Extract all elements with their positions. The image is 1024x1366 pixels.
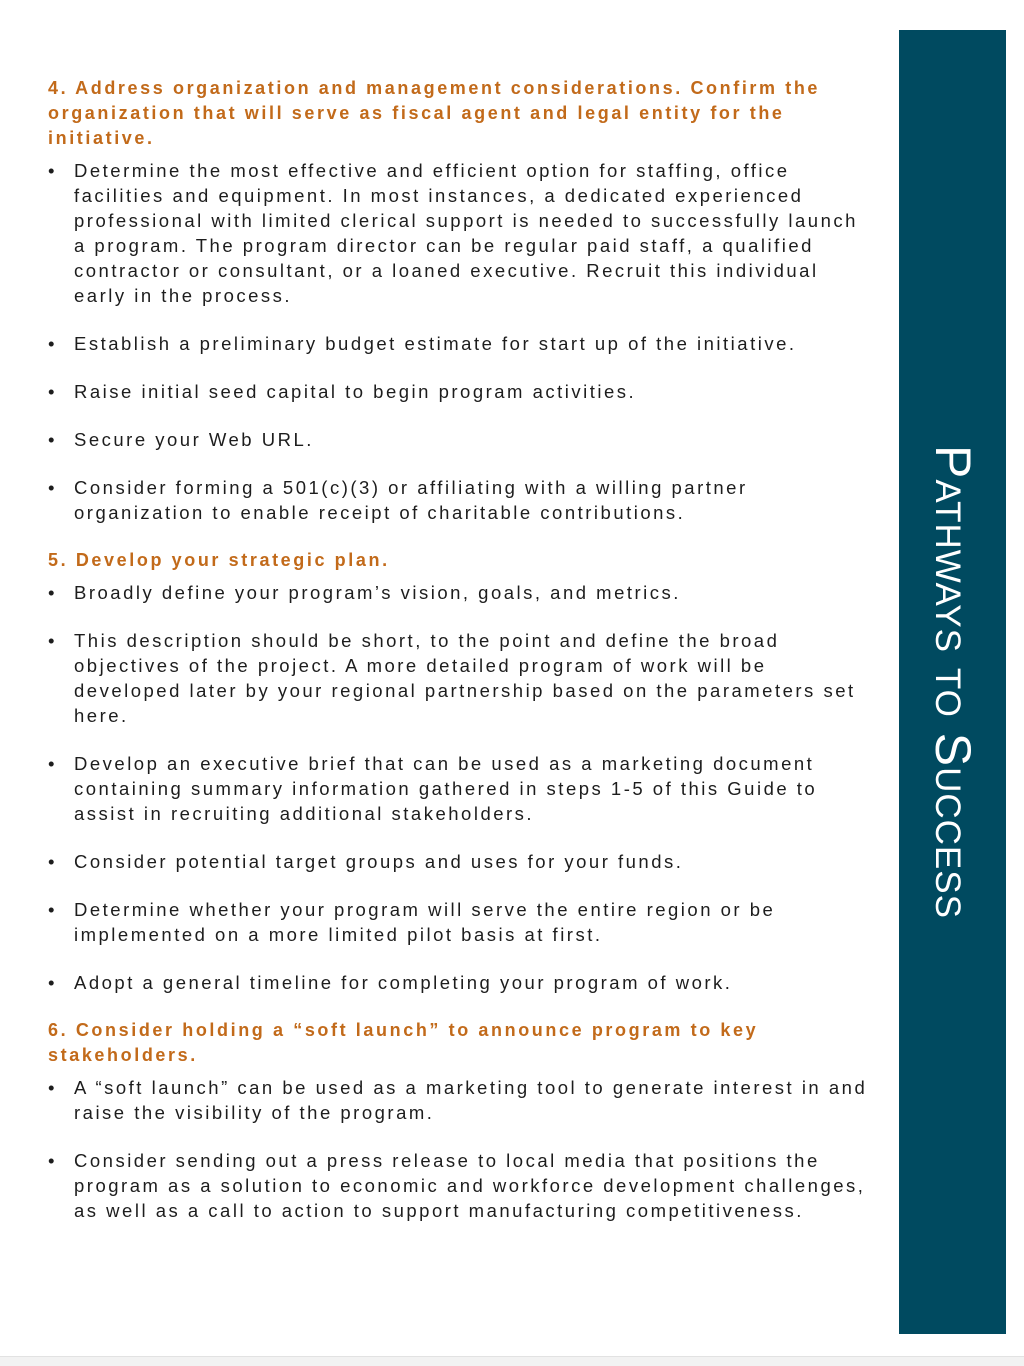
bullet-item: • Adopt a general timeline for completing your program of work. — [48, 970, 878, 995]
bullet-item: • Raise initial seed capital to begin program activities. — [48, 379, 878, 404]
bullet-item: • This description should be short, to the point and define the broad objectives of the project. A more detailed program of work will be developed later by your regional partnership based on the parameters set here. — [48, 628, 878, 728]
bullet-item: • Consider potential target groups and uses for your funds. — [48, 849, 878, 874]
bullet-list — [48, 158, 878, 525]
sidebar-banner — [899, 30, 1006, 1334]
bullet-item: • Establish a preliminary budget estimate for start up of the initiative. — [48, 331, 878, 356]
bullet-item: • A “soft launch” can be used as a marketing tool to generate interest in and raise the visibility of the program. — [48, 1075, 878, 1125]
bullet-item: • Develop an executive brief that can be used as a marketing document containing summary information gathered in steps 1-5 of this Guide to assist in recruiting additional stakeholders. — [48, 751, 878, 826]
bullet-item: • Broadly define your program’s vision, goals, and metrics. — [48, 580, 878, 605]
section-soft-launch — [48, 1018, 878, 1223]
bullet-item: • Secure your Web URL. — [48, 427, 878, 452]
bullet-item: • Determine whether your program will serve the entire region or be implemented on a more limited pilot basis at first. — [48, 897, 878, 947]
bullet-item: • Consider sending out a press release to local media that positions the program as a solution to economic and workforce development challenges, as well as a call to action to support manufacturing competitiveness. — [48, 1148, 878, 1223]
bullet-item: • Determine the most effective and efficient option for staffing, office facilities and equipment. In most instances, a dedicated experienced professional with limited clerical support is needed to successfully launch a program. The program director can be regular paid staff, a qualified contractor or consultant, or a loaned executive. Recruit this individual early in the process. — [48, 158, 878, 308]
main-content — [48, 76, 878, 1246]
section-heading: 5. Develop your strategic plan. — [48, 550, 390, 570]
sidebar-title: Pathways to Success — [924, 445, 981, 919]
section-organization — [48, 76, 878, 525]
section-heading: 6. Consider holding a “soft launch” to announce program to key stakeholders. — [48, 1020, 759, 1065]
section-strategic-plan — [48, 548, 878, 995]
section-heading: 4. Address organization and management considerations. Confirm the organization that will serve as fiscal agent and legal entity for the initiative. — [48, 78, 821, 148]
bullet-item: • Consider forming a 501(c)(3) or affiliating with a willing partner organization to enable receipt of charitable contributions. — [48, 475, 878, 525]
bullet-list — [48, 580, 878, 995]
bullet-list — [48, 1075, 878, 1223]
